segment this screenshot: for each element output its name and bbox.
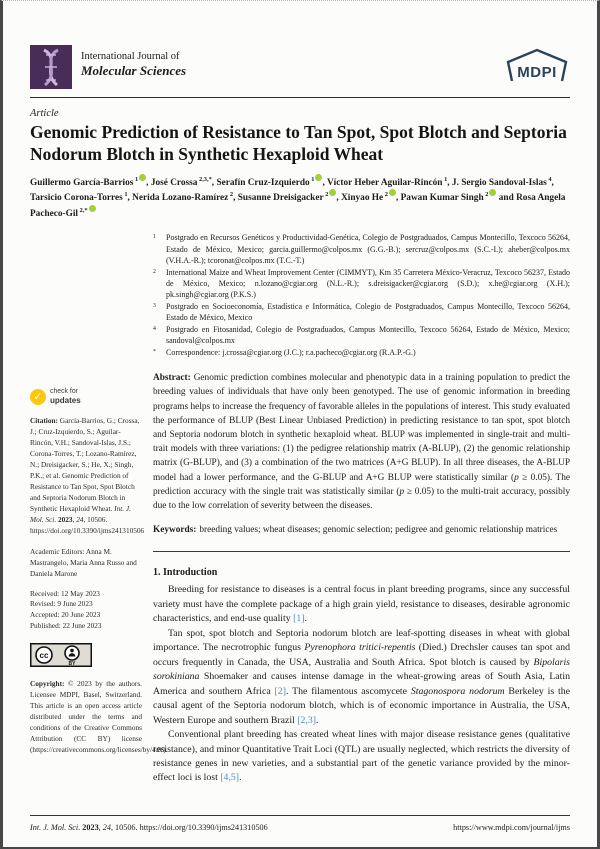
author: Tarsicio Corona-Torres $^1$, bbox=[30, 191, 133, 204]
author-affiliation-marker: 2 bbox=[383, 191, 388, 199]
orcid-icon[interactable] bbox=[389, 189, 396, 196]
affiliation-marker: 3 bbox=[153, 302, 156, 309]
author-name: Pawan Kumar Singh bbox=[400, 193, 484, 204]
affiliations-list bbox=[153, 232, 570, 358]
reference-link[interactable]: [2,3] bbox=[297, 714, 316, 726]
check-updates-badge[interactable] bbox=[30, 388, 142, 405]
keywords-label: Keywords: bbox=[153, 525, 197, 536]
left-sidebar bbox=[30, 232, 168, 786]
text-segment: . bbox=[239, 772, 242, 784]
text-segment: ≥ 0.05) to the multi-trait accuracy, possibly due to the low correlation of severity between the diseases. bbox=[153, 486, 571, 512]
text-segment: Copyright: bbox=[30, 679, 69, 689]
intro-body bbox=[153, 583, 570, 786]
affiliation-item bbox=[153, 232, 570, 266]
author: Víctor Heber Aguilar-Rincón $^1$, bbox=[326, 175, 452, 188]
affiliation-text: Postgrado en Socioeconomía, Estadística e Informática, Colegio de Postgraduados, Campus Montecillo, Texcoco 56264, Estado de México, Mexico bbox=[166, 301, 570, 323]
text-segment: 24 bbox=[76, 514, 84, 524]
footer-citation bbox=[30, 823, 268, 832]
orcid-icon[interactable] bbox=[315, 174, 322, 181]
affiliation-marker: 2 bbox=[153, 268, 156, 275]
mdpi-hexagon-icon bbox=[504, 47, 570, 85]
journal-name bbox=[81, 45, 186, 79]
page-header bbox=[30, 45, 570, 90]
check-updates-line1: check for bbox=[50, 388, 78, 396]
text-segment: Stagonospora nodorum bbox=[410, 685, 505, 697]
text-segment: (Died.) Drechsler causes tan spot and occurs frequently in Canada, the USA, Australia and South Africa. Spot blotch is caused by bbox=[153, 642, 570, 668]
text-segment: Genomic prediction combines molecular and phenotypic data in a training population to predict the breeding values of individuals that have only been genotyped. The use of genomic information in breeding programs helps to increase the frequency of favorable alleles in the populations of interest. This study evaluated the performance of BLUP (Best Linear Unbiased Prediction) in predicting resistance to tan spot, spot blotch and Septoria nodorum blotch in synthetic hexaploid wheat. BLUP was implemented in single-trait and multi-trait models with three variations: (1) the pedigree relationship matrix (A-BLUP), (2) the genomic relationship matrix (G-BLUP), and (3) a combination of the two matrices (A+G BLUP). In all three diseases, the A-BLUP model had a lower performance, and the G-BLUP and A+G BLUP were statistically similar ( bbox=[153, 373, 570, 483]
svg-text:MDPI: MDPI bbox=[517, 64, 557, 81]
orcid-icon[interactable] bbox=[89, 205, 96, 212]
text-segment: García-Barrios, G.; Crossa, J.; Cruz-Izquierdo, S.; Aguilar-Rincón, V.H.; Sandoval-Islas, J.S.; Corona-Torres, T.; Lozano-Ramírez, N.; Dreisigacker, S.; He, X.; Singh, P.K.; et al. Genomic Prediction of Resistance to Tan Spot, Spot Blotch and Septoria Nodorum Blotch in Synthetic Hexaploid Wheat. bbox=[30, 416, 140, 513]
affiliation-text: Postgrado en Fitosanidad, Colegio de Postgraduados, Campus Montecillo, Texcoco 56264, Estado de México, Mexico; sandoval@colpos.mx bbox=[166, 324, 570, 346]
date-item: Revised: 9 June 2023 bbox=[30, 599, 93, 609]
content-columns bbox=[30, 232, 570, 786]
keywords-text: breeding values; wheat diseases; genomic selection; pedigree and genomic relationship matrices bbox=[199, 525, 558, 536]
author-affiliation-marker: 2 bbox=[483, 191, 489, 199]
intro-paragraph bbox=[153, 627, 570, 728]
orcid-icon[interactable] bbox=[489, 189, 496, 196]
date-item: Published: 22 June 2023 bbox=[30, 621, 102, 631]
author-affiliation-marker: 1 bbox=[309, 175, 315, 183]
cc-license-badge[interactable] bbox=[30, 643, 142, 671]
text-segment: 2023 bbox=[57, 514, 73, 524]
affiliation-marker: 1 bbox=[153, 234, 156, 241]
author-name: J. Sergio Sandoval-Islas bbox=[451, 177, 547, 188]
author: Xinyao He $^2$ , bbox=[341, 191, 401, 204]
svg-text:BY: BY bbox=[68, 661, 76, 668]
affiliation-item bbox=[153, 301, 570, 324]
journal-name-line2: Molecular Sciences bbox=[81, 63, 187, 78]
text-segment: 24 bbox=[102, 823, 111, 832]
orcid-icon[interactable] bbox=[329, 189, 336, 196]
abstract-text bbox=[153, 373, 570, 511]
author-name: Serafín Cruz-Izquierdo bbox=[216, 177, 310, 188]
reference-link[interactable]: [4,5] bbox=[220, 772, 240, 784]
text-segment: , bbox=[98, 823, 103, 832]
journal-name-line1: International Journal of bbox=[81, 51, 180, 62]
abstract bbox=[153, 371, 570, 513]
affiliation-item bbox=[153, 347, 570, 358]
text-segment: , 10506. https://doi.org/10.3390/ijms241310506 bbox=[110, 823, 268, 832]
paper-title: Genomic Prediction of Resistance to Tan Spot, Spot Blotch and Septoria Nodorum Blotch in Synthetic Hexaploid Wheat bbox=[30, 122, 567, 164]
intro-heading: 1. Introduction bbox=[153, 567, 218, 579]
author-affiliation-marker: 1 bbox=[122, 191, 128, 199]
academic-editors: Academic Editors: Anna M. Mastrangelo, Maria Anna Russo and Daniela Marone bbox=[30, 546, 137, 578]
author-affiliation-marker: 1 bbox=[442, 175, 448, 183]
text-segment: . The filamentous ascomycete bbox=[285, 685, 411, 697]
intro-paragraph bbox=[153, 728, 570, 786]
author bbox=[401, 193, 499, 203]
reference-link[interactable]: [1] bbox=[293, 613, 305, 625]
journal-logo bbox=[30, 45, 72, 89]
affiliation-marker: * bbox=[153, 348, 156, 355]
date-item: Accepted: 20 June 2023 bbox=[30, 610, 101, 620]
author-name: Guillermo García-Barrios bbox=[30, 177, 134, 188]
text-segment: Citation: bbox=[30, 416, 60, 426]
dna-icon bbox=[30, 45, 72, 89]
text-segment: Berkeley is the causal agent of the Septoria nodorum blotch, which is of economic importance in Australia, the USA, Western Europe and southern Brazil bbox=[153, 685, 571, 726]
author: Serafín Cruz-Izquierdo $^1$ , bbox=[216, 175, 327, 188]
intro-paragraph bbox=[153, 583, 570, 626]
date-item: Received: 12 May 2023 bbox=[30, 588, 100, 598]
text-segment: Bipolaris sorokiniana bbox=[153, 656, 570, 683]
text-segment: © 2023 by the authors. Licensee MDPI, Basel, Switzerland. This article is an open access article distributed under the terms and conditions of the Creative Commons Attribution (CC BY) license (https://creativecommons.org/licenses/by/4.0/). bbox=[30, 679, 168, 754]
header-divider bbox=[30, 97, 570, 98]
article-dates bbox=[30, 589, 142, 633]
footer-journal-url[interactable]: https://www.mdpi.com/journal/ijms bbox=[453, 823, 570, 832]
author-name: José Crossa bbox=[150, 177, 198, 188]
text-segment: Shoemaker and causes intense damage in the wheat-growing areas of South Asia, Latin America and southern Africa bbox=[153, 671, 570, 697]
author-name: Tarsicio Corona-Torres bbox=[30, 193, 123, 204]
author-name: Xinyao He bbox=[341, 193, 384, 204]
text-segment: p bbox=[514, 472, 519, 483]
author-name: Susanne Dreisigacker bbox=[237, 193, 324, 204]
page-footer bbox=[30, 815, 570, 832]
author-affiliation-marker: 2,3,* bbox=[197, 175, 212, 183]
text-segment: . bbox=[316, 714, 319, 726]
check-updates-label bbox=[50, 388, 81, 405]
orcid-icon[interactable] bbox=[139, 174, 146, 181]
text-segment: Breeding for resistance to diseases is a central focus in plant breeding programs, since any successful variety must have the complete package of a high grain yield, resistance to diseases, desirable agronomic characteristics, and end-use quality bbox=[153, 584, 570, 625]
author: Susanne Dreisigacker $^2$ , bbox=[237, 191, 342, 204]
author: and Rosa Angela Pacheco-Gil $^{2,*}$ bbox=[30, 193, 566, 219]
main-column bbox=[153, 232, 570, 786]
affiliation-text: Postgrado en Recursos Genéticos y Productividad-Genética, Colegio de Postgraduados, Campus Montecillo, Texcoco 56264, Estado de México, Mexico; garcia.guillermo@colpos.mx (G.G.-B.); sercruz@colpos.mx (S.C.-I.); aheber@colpos.mx (V.H.A.-R.); tcoronat@colpos.mx (T.C.-T.) bbox=[166, 233, 570, 266]
check-icon: ✓ bbox=[30, 389, 46, 405]
reference-link[interactable]: [2] bbox=[274, 685, 286, 697]
section-divider bbox=[153, 551, 570, 552]
text-segment: Int. J. Mol. Sci. bbox=[30, 503, 131, 524]
affiliation-item bbox=[153, 324, 570, 347]
affiliation-text: International Maize and Wheat Improvement Center (CIMMYT), Km 35 Carretera México-Veracruz, Texcoco 56237, Estado de México, Mexico; n.lozano@cgiar.org (N.L.-R.); s.dreisigacker@cgiar.org (S.D.); x.he@cgiar.org (X.H.); pk.singh@cgiar.org (P.K.S.) bbox=[166, 267, 570, 300]
article-type-label: Article bbox=[30, 108, 59, 119]
keywords bbox=[153, 524, 570, 538]
text-segment: Tan spot, spot blotch and Septoria nodorum blotch are leaf-spotting diseases in wheat with global importance. The necrotrophic fungus bbox=[153, 627, 570, 654]
author-name: Rosa Angela Pacheco-Gil bbox=[30, 193, 566, 219]
text-segment: 2023 bbox=[82, 823, 99, 832]
author: Guillermo García-Barrios $^1$ , bbox=[30, 175, 151, 188]
affiliation-text: Correspondence: j.crossa@cgiar.org (J.C.); r.a.pacheco@cgiar.org (R.A.P.-G.) bbox=[166, 347, 416, 357]
author: José Crossa $^{2,3,*}$, bbox=[150, 175, 217, 188]
text-segment: Int. J. Mol. Sci. bbox=[30, 823, 83, 832]
text-segment: , 10506. https://doi.org/10.3390/ijms241310506 bbox=[30, 514, 145, 535]
author-name: Víctor Heber Aguilar-Rincón bbox=[326, 177, 443, 188]
author-affiliation-marker: 4 bbox=[546, 175, 552, 183]
author-affiliation-marker: 2 bbox=[228, 191, 234, 199]
text-segment: , bbox=[72, 514, 77, 524]
footer-divider bbox=[30, 815, 570, 816]
author-name: Nerida Lozano-Ramírez bbox=[132, 193, 229, 204]
svg-text:cc: cc bbox=[39, 651, 49, 661]
check-updates-line2: updates bbox=[50, 396, 81, 406]
author: Nerida Lozano-Ramírez $^2$, bbox=[132, 191, 238, 204]
author-affiliation-marker: 1 bbox=[133, 175, 139, 183]
author-affiliation-marker: 2 bbox=[323, 191, 329, 199]
footer-row bbox=[30, 823, 570, 832]
text-segment: Conventional plant breeding has created wheat lines with major disease resistance genes (qualitative resistance), and minor Quantitative Trait Loci (QTL) are usually neglected, which restricts the diversity of resistance genes in new varieties, and a substantial part of the genetic variance provided by the minor-effect loci is lost bbox=[153, 729, 570, 784]
copyright-notice bbox=[30, 679, 168, 756]
abstract-label: Abstract: bbox=[153, 373, 191, 384]
mdpi-logo[interactable] bbox=[504, 45, 570, 90]
text-segment: p bbox=[399, 486, 405, 497]
citation-block bbox=[30, 416, 145, 536]
authors-line bbox=[30, 175, 570, 222]
author-affiliation-marker: 2,* bbox=[78, 206, 88, 214]
affiliation-item bbox=[153, 267, 570, 301]
cc-by-icon bbox=[30, 643, 92, 667]
affiliation-marker: 4 bbox=[153, 325, 156, 332]
author: J. Sergio Sandoval-Islas $^4$, bbox=[451, 175, 554, 188]
text-segment: Pyrenophora tritici-repentis bbox=[304, 642, 416, 654]
text-segment: . bbox=[304, 613, 307, 625]
text-segment: ≥ 0.05). The prediction accuracy with the single trait was statistically similar ( bbox=[153, 472, 570, 497]
